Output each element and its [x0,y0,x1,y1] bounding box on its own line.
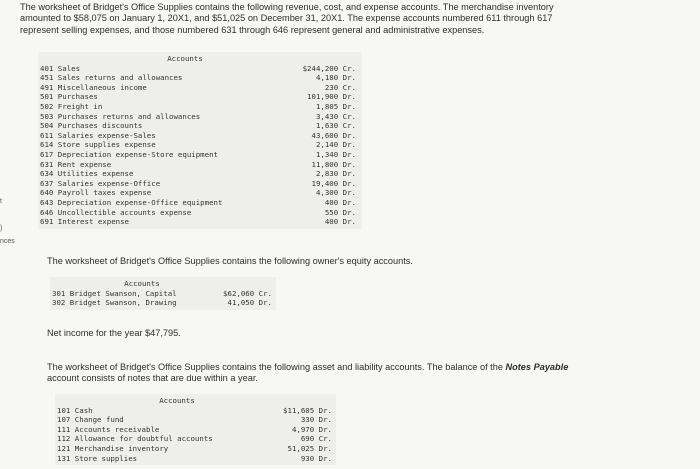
table-row [57,406,332,416]
table-row [40,112,356,122]
table-row [52,289,272,299]
account-balance: 400 Dr. [324,217,356,227]
account-name: 301 Bridget Swanson, Capital [52,288,177,298]
account-balance: 1,340 Dr. [315,149,356,159]
table-row [40,102,356,112]
account-balance: 550 Dr. [324,207,356,217]
account-balance: 11,800 Dr. [311,159,356,169]
account-name: 121 Merchandise inventory [57,443,169,453]
account-balance: 4,300 Dr. [315,188,356,198]
table-row [57,454,332,464]
account-balance: 2,140 Dr. [315,140,356,150]
account-balance: 1,805 Dr. [315,101,356,111]
intro-line: The worksheet of Bridget's Office Supplies contains the following revenue, cost, and expense accounts. The merchandise inventory [20,2,554,12]
table-header: Accounts [124,279,160,288]
asset-intro-text: The worksheet of Bridget's Office Supplies contains the following asset and liability accounts. The balance of the [47,362,506,372]
account-balance: $244,200 Cr. [302,63,356,73]
asset-intro-line: account consists of notes that are due within a year. [47,373,258,384]
margin-mark: ) [0,225,3,232]
account-balance: 230 Cr. [324,82,356,92]
table-row [57,434,332,444]
account-name: 643 Depreciation expense-Office equipment [40,197,223,207]
account-balance: 41,050 Dr. [227,298,272,308]
table-row [57,444,332,454]
account-name: 631 Rent expense [40,159,112,169]
table-row [52,298,272,308]
table-row [40,198,356,208]
account-balance: 930 Dr. [300,453,332,463]
notes-payable-emphasis: Notes Payable [505,362,569,372]
table-row [40,140,356,150]
account-balance: 51,025 Dr. [287,443,332,453]
account-name: 611 Salaries expense-Sales [40,130,156,140]
account-name: 501 Purchases [40,92,98,102]
account-balance: 1,630 Cr. [315,121,356,131]
account-balance: 19,400 Dr. [311,178,356,188]
table-row [40,64,356,74]
table-row [40,217,356,227]
table-row [40,169,356,179]
account-balance: 4,180 Dr. [315,73,356,83]
table-row [40,131,356,141]
table-body [57,406,332,464]
account-name: 640 Payroll taxes expense [40,188,152,198]
account-balance: 4,970 Dr. [291,424,332,434]
table-header: Accounts [159,396,195,405]
account-name: 503 Purchases returns and allowances [40,111,201,121]
equity-table [50,277,276,310]
intro-line: amounted to $58,075 on January 1, 20X1, and $51,025 on December 31, 20X1. The expense accounts numbered 611 through 617 [20,13,553,24]
table-row [40,208,356,218]
left-margin-fragment [0,0,40,469]
account-name: 617 Depreciation expense-Store equipment [40,149,218,159]
revenue-expense-table [38,52,362,229]
account-balance: 400 Dr. [324,197,356,207]
account-name: 502 Freight in [40,101,103,111]
account-name: 112 Allowance for doubtful accounts [57,434,213,444]
account-name: 111 Accounts receivable [57,424,160,434]
account-balance: $62,060 Cr. [223,288,272,298]
account-balance: 43,600 Dr. [311,130,356,140]
account-name: 504 Purchases discounts [40,121,143,131]
table-header: Accounts [167,54,203,63]
margin-mark: t [0,198,2,205]
table-row [40,83,356,93]
account-name: 107 Change fund [57,415,124,425]
account-balance: 3,430 Cr. [315,111,356,121]
account-name: 634 Utilities expense [40,169,134,179]
table-row [40,160,356,170]
table-row [40,73,356,83]
table-row [40,92,356,102]
margin-text: nces [0,238,15,245]
intro-paragraph [20,2,554,36]
table-body [40,64,356,227]
account-balance: 330 Dr. [300,415,332,425]
table-row [40,179,356,189]
table-row [57,425,332,435]
account-name: 302 Bridget Swanson, Drawing [52,298,177,308]
table-row [40,121,356,131]
account-balance: 2,830 Dr. [315,169,356,179]
account-name: 131 Store supplies [57,453,138,463]
account-balance: 101,900 Dr. [307,92,356,102]
table-row [57,415,332,425]
asset-liability-table [55,394,336,465]
intro-line: represent selling expenses, and those numbered 631 through 646 represent general and administrative expenses. [20,24,485,35]
equity-intro: The worksheet of Bridget's Office Supplies contains the following owner's equity accounts. [47,256,413,266]
account-balance: $11,605 Dr. [283,405,332,415]
account-name: 691 Interest expense [40,217,129,227]
account-name: 101 Cash [57,405,93,415]
account-name: 646 Uncollectible accounts expense [40,207,192,217]
account-name: 637 Salaries expense-Office [40,178,161,188]
asset-intro [47,362,568,385]
account-name: 451 Sales returns and allowances [40,73,183,83]
account-balance: 690 Cr. [300,434,332,444]
table-row [40,150,356,160]
account-name: 614 Store supplies expense [40,140,156,150]
net-income-text: Net income for the year $47,795. [47,328,181,338]
account-name: 401 Sales [40,63,81,73]
account-name: 491 Miscellaneous income [40,82,147,92]
table-row [40,188,356,198]
table-body [52,289,272,308]
